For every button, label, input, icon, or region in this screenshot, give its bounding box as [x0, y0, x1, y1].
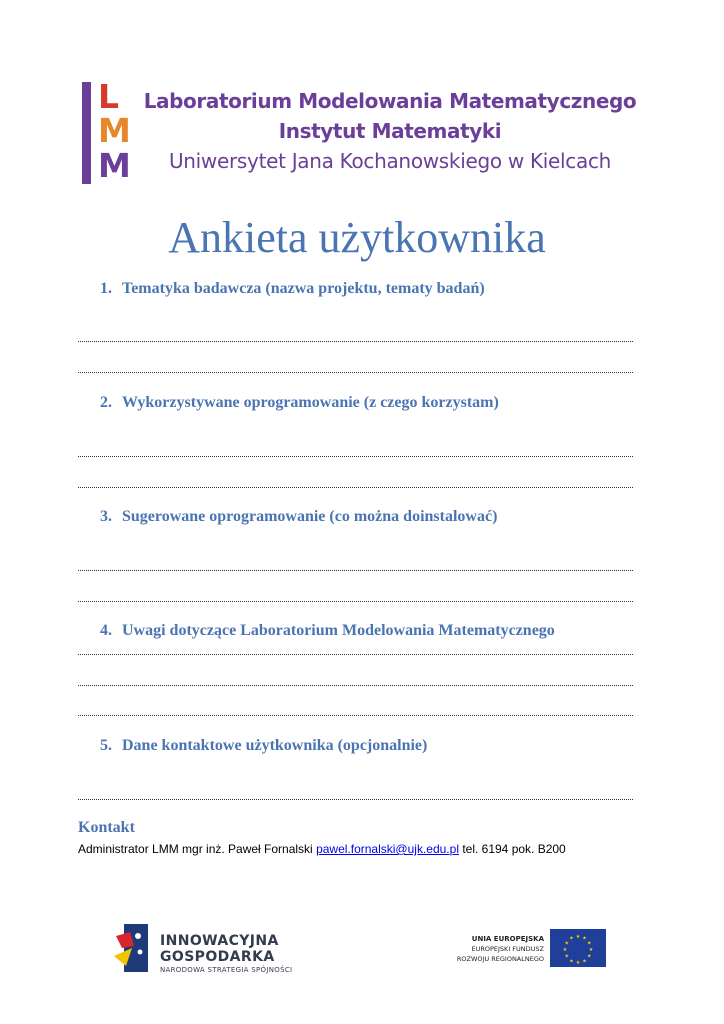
contact-email-link[interactable]: pawel.fornalski@ujk.edu.pl: [316, 842, 459, 856]
answer-line[interactable]: [78, 715, 633, 716]
svg-text:★: ★: [587, 940, 592, 947]
answer-line[interactable]: [78, 654, 633, 655]
contact-suffix: tel. 6194 pok. B200: [458, 842, 566, 856]
answer-line[interactable]: [78, 799, 633, 800]
logo-bar: [82, 82, 91, 184]
question-number: 1.: [100, 280, 112, 297]
answer-line[interactable]: [78, 601, 633, 602]
footer-eu-line1: UNIA EUROPEJSKA: [471, 935, 544, 943]
answer-line[interactable]: [78, 685, 633, 686]
contact-prefix: Administrator LMM mgr inż. Paweł Fornalski: [78, 842, 317, 856]
answer-line[interactable]: [78, 341, 633, 342]
answer-line[interactable]: [78, 570, 633, 571]
header-university: Uniwersytet Jana Kochanowskiego w Kielcach: [168, 149, 612, 173]
svg-text:★: ★: [562, 947, 568, 953]
svg-text:★: ★: [569, 935, 574, 942]
header-lab-name: Laboratorium Modelowania Matematycznego: [143, 89, 637, 113]
svg-text:★: ★: [582, 935, 587, 942]
svg-text:★: ★: [582, 958, 587, 965]
question-number: 3.: [100, 508, 112, 525]
logo-letter-l: L: [98, 77, 120, 116]
question-2: [100, 394, 499, 412]
contact-line: [78, 842, 566, 856]
question-text: Dane kontaktowe użytkownika (opcjonalnie): [122, 737, 428, 754]
footer-ig-line3: NARODOWA STRATEGIA SPÓJNOŚCI: [160, 966, 293, 974]
footer-ig-line1: INNOWACYJNA: [160, 933, 279, 949]
footer-eu-line2: EUROPEJSKI FUNDUSZ: [471, 945, 544, 953]
question-number: 2.: [100, 394, 112, 411]
svg-text:★: ★: [587, 953, 592, 960]
question-text: Sugerowane oprogramowanie (co można doinstalować): [122, 508, 498, 525]
footer-ig-line2: GOSPODARKA: [160, 949, 275, 965]
question-number: 4.: [100, 622, 112, 639]
svg-text:★: ★: [569, 958, 574, 965]
header-institute: Instytut Matematyki: [278, 119, 502, 143]
svg-text:★: ★: [575, 960, 581, 966]
question-text: Uwagi dotyczące Laboratorium Modelowania Matematycznego: [122, 622, 555, 639]
question-number: 5.: [100, 737, 112, 754]
innowacyjna-gospodarka-logo-icon: [112, 922, 152, 974]
question-4: [100, 622, 555, 640]
logo-letter-m-top: M: [98, 111, 131, 150]
svg-text:★: ★: [564, 940, 569, 947]
page-title: Ankieta użytkownika: [168, 213, 546, 262]
footer-eu-line3: ROZWOJU REGIONALNEGO: [456, 955, 544, 963]
svg-text:★: ★: [588, 947, 594, 953]
question-text: Tematyka badawcza (nazwa projektu, tematy badań): [122, 280, 485, 297]
question-1: [100, 280, 485, 298]
logo-letter-m-bottom: M: [98, 146, 131, 185]
question-text: Wykorzystywane oprogramowanie (z czego korzystam): [122, 394, 499, 411]
svg-text:★: ★: [564, 953, 569, 960]
answer-line[interactable]: [78, 456, 633, 457]
answer-line[interactable]: [78, 372, 633, 373]
contact-heading: Kontakt: [78, 819, 135, 836]
question-5: [100, 737, 427, 755]
eu-flag-icon: [550, 929, 606, 967]
svg-text:★: ★: [575, 934, 581, 940]
question-3: [100, 508, 497, 526]
answer-line[interactable]: [78, 487, 633, 488]
